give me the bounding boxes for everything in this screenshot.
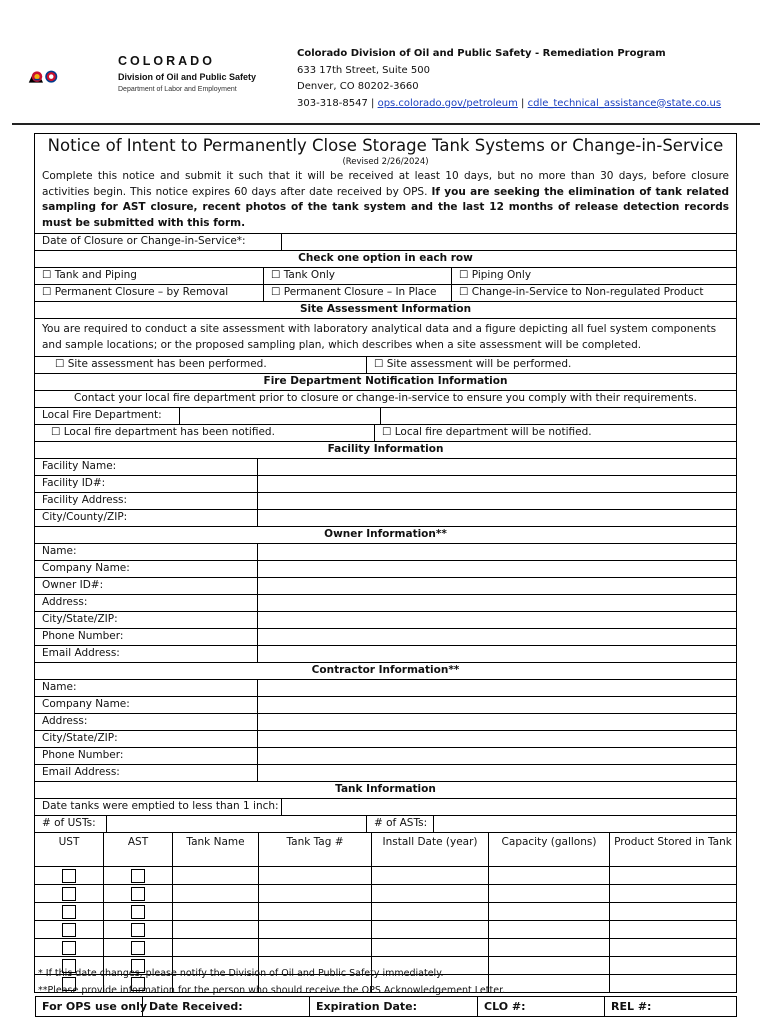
owner-field-input[interactable] bbox=[258, 629, 736, 645]
owner-field-label: Phone Number: bbox=[35, 629, 258, 645]
program-name: Colorado Division of Oil and Public Safety - Remediation Program bbox=[297, 48, 666, 59]
fire-dept-spacer bbox=[381, 408, 736, 424]
tank-cell-input[interactable] bbox=[259, 885, 372, 902]
owner-field-label: Owner ID#: bbox=[35, 578, 258, 594]
site-assessment-header: Site Assessment Information bbox=[35, 301, 736, 318]
closure-options-row bbox=[35, 284, 736, 301]
site-assessment-options bbox=[35, 356, 736, 373]
intro-text bbox=[35, 168, 736, 233]
ust-checkbox-cell bbox=[35, 867, 104, 884]
tank-cell-input[interactable] bbox=[610, 921, 736, 938]
contractor-field-input[interactable] bbox=[258, 731, 736, 747]
ust-count-field[interactable] bbox=[107, 816, 367, 832]
date-closure-label: Date of Closure or Change-in-Service*: bbox=[35, 234, 282, 250]
scope-options-row bbox=[35, 267, 736, 284]
tank-cell-input[interactable] bbox=[173, 921, 259, 938]
contractor-field-row bbox=[35, 713, 736, 730]
fire-header: Fire Department Notification Information bbox=[35, 373, 736, 390]
contractor-field-label: Company Name: bbox=[35, 697, 258, 713]
tank-cell-input[interactable] bbox=[489, 867, 610, 884]
ops-expiration-date[interactable]: Expiration Date: bbox=[310, 997, 478, 1016]
tank-cell-input[interactable] bbox=[259, 903, 372, 920]
ust-checkbox[interactable] bbox=[62, 923, 76, 937]
ast-checkbox[interactable] bbox=[131, 941, 145, 955]
notice-form bbox=[34, 133, 737, 993]
ops-date-received[interactable]: Date Received: bbox=[143, 997, 310, 1016]
owner-field-row bbox=[35, 577, 736, 594]
tank-row bbox=[35, 884, 736, 902]
facility-fields bbox=[35, 458, 736, 526]
colorado-logo-graphic bbox=[28, 52, 118, 102]
ops-use-label: For OPS use only bbox=[36, 997, 143, 1016]
tank-row bbox=[35, 902, 736, 920]
tank-cell-input[interactable] bbox=[372, 885, 489, 902]
header-divider bbox=[12, 123, 760, 125]
contractor-field-row bbox=[35, 679, 736, 696]
owner-field-input[interactable] bbox=[258, 544, 736, 560]
owner-field-row bbox=[35, 543, 736, 560]
owner-field-row bbox=[35, 645, 736, 662]
owner-field-label: City/State/ZIP: bbox=[35, 612, 258, 628]
contractor-field-label: Name: bbox=[35, 680, 258, 696]
tank-column-header: Product Stored in Tank bbox=[614, 836, 732, 848]
contractor-field-input[interactable] bbox=[258, 680, 736, 696]
owner-fields bbox=[35, 543, 736, 662]
owner-field-label: Company Name: bbox=[35, 561, 258, 577]
facility-field-row bbox=[35, 492, 736, 509]
ust-checkbox[interactable] bbox=[62, 941, 76, 955]
contractor-fields bbox=[35, 679, 736, 781]
option-piping-only[interactable]: ☐ Piping Only bbox=[459, 269, 532, 281]
fire-dept-label: Local Fire Department: bbox=[35, 408, 180, 424]
ops-clo-number[interactable]: CLO #: bbox=[478, 997, 605, 1016]
facility-field-input[interactable] bbox=[258, 476, 736, 492]
fire-dept-field[interactable] bbox=[180, 408, 381, 424]
ust-checkbox-cell bbox=[35, 921, 104, 938]
owner-field-row bbox=[35, 594, 736, 611]
site-assessment-text-row bbox=[35, 318, 736, 356]
contact-line bbox=[297, 96, 721, 113]
department-name: Department of Labor and Employment bbox=[118, 86, 237, 93]
ast-checkbox[interactable] bbox=[131, 923, 145, 937]
tank-emptied-field[interactable] bbox=[282, 799, 736, 815]
tank-cell-input[interactable] bbox=[173, 867, 259, 884]
contractor-field-input[interactable] bbox=[258, 697, 736, 713]
facility-field-row bbox=[35, 509, 736, 526]
ops-rel-number[interactable]: REL #: bbox=[611, 1000, 652, 1013]
fire-notified-option[interactable]: ☐ Local fire department has been notified. bbox=[35, 425, 375, 441]
facility-field-label: City/County/ZIP: bbox=[35, 510, 258, 526]
tank-column-header: UST bbox=[35, 833, 104, 866]
owner-field-input[interactable] bbox=[258, 646, 736, 662]
ast-checkbox-cell bbox=[104, 867, 173, 884]
contractor-field-input[interactable] bbox=[258, 748, 736, 764]
phone: 303-318-8547 | bbox=[297, 97, 375, 109]
form-title: Notice of Intent to Permanently Close Storage Tank Systems or Change-in-Service bbox=[47, 136, 724, 155]
footnotes bbox=[38, 965, 505, 999]
ast-checkbox-cell bbox=[104, 903, 173, 920]
facility-field-label: Facility ID#: bbox=[35, 476, 258, 492]
ast-checkbox[interactable] bbox=[131, 869, 145, 883]
contractor-field-row bbox=[35, 696, 736, 713]
tank-cell-input[interactable] bbox=[259, 867, 372, 884]
ast-checkbox-cell bbox=[104, 885, 173, 902]
tank-cell-input[interactable] bbox=[489, 903, 610, 920]
tank-cell-input[interactable] bbox=[610, 885, 736, 902]
tank-row bbox=[35, 920, 736, 938]
tank-cell-input[interactable] bbox=[610, 975, 736, 992]
owner-field-input[interactable] bbox=[258, 561, 736, 577]
tank-column-header: AST bbox=[104, 833, 173, 866]
facility-field-input[interactable] bbox=[258, 459, 736, 475]
ust-checkbox[interactable] bbox=[62, 887, 76, 901]
fire-will-option[interactable]: ☐ Local fire department will be notified. bbox=[382, 426, 592, 438]
tank-cell-input[interactable] bbox=[610, 957, 736, 974]
site-will-option[interactable]: ☐ Site assessment will be performed. bbox=[374, 358, 572, 370]
option-change-in-service[interactable]: ☐ Change-in-Service to Non-regulated Product bbox=[459, 286, 704, 298]
logo-text bbox=[118, 54, 256, 93]
tank-cell-input[interactable] bbox=[489, 939, 610, 956]
tank-emptied-label: Date tanks were emptied to less than 1 inch: bbox=[35, 799, 282, 815]
contractor-field-label: Phone Number: bbox=[35, 748, 258, 764]
email-link[interactable]: cdle_technical_assistance@state.co.us bbox=[527, 97, 722, 109]
option-removal[interactable]: ☐ Permanent Closure – by Removal bbox=[35, 285, 264, 301]
tank-table-header bbox=[35, 832, 736, 866]
owner-field-input[interactable] bbox=[258, 578, 736, 594]
option-tank-only[interactable]: ☐ Tank Only bbox=[264, 268, 452, 284]
owner-header: Owner Information** bbox=[35, 526, 736, 543]
facility-field-input[interactable] bbox=[258, 510, 736, 526]
facility-field-input[interactable] bbox=[258, 493, 736, 509]
division-name: Division of Oil and Public Safety bbox=[118, 72, 257, 82]
facility-field-label: Facility Name: bbox=[35, 459, 258, 475]
tank-count-row bbox=[35, 815, 736, 832]
option-in-place[interactable]: ☐ Permanent Closure – In Place bbox=[264, 285, 452, 301]
ust-checkbox[interactable] bbox=[62, 869, 76, 883]
option-tank-piping[interactable]: ☐ Tank and Piping bbox=[35, 268, 264, 284]
tank-cell-input[interactable] bbox=[259, 921, 372, 938]
fire-dept-row bbox=[35, 407, 736, 424]
tank-cell-input[interactable] bbox=[372, 903, 489, 920]
ast-count-label: # of ASTs: bbox=[367, 816, 434, 832]
facility-header: Facility Information bbox=[35, 441, 736, 458]
tank-cell-input[interactable] bbox=[259, 939, 372, 956]
address-line-1: 633 17th Street, Suite 500 bbox=[297, 64, 430, 76]
owner-field-input[interactable] bbox=[258, 612, 736, 628]
site-assessment-text: You are required to conduct a site assessment with laboratory analytical data and a figure depicting all fuel system components and sample locations; or the proposed sampling plan, which describes when a site assessment will be completed. bbox=[42, 323, 717, 351]
owner-field-row bbox=[35, 611, 736, 628]
site-performed-option[interactable]: ☐ Site assessment has been performed. bbox=[35, 357, 367, 373]
tank-cell-input[interactable] bbox=[173, 939, 259, 956]
tank-row bbox=[35, 866, 736, 884]
contractor-field-label: City/State/ZIP: bbox=[35, 731, 258, 747]
contractor-field-input[interactable] bbox=[258, 714, 736, 730]
tank-column-header: Install Date (year) bbox=[372, 833, 489, 866]
ust-count-label: # of USTs: bbox=[35, 816, 107, 832]
ops-use-box bbox=[35, 996, 737, 1017]
ast-count-field[interactable] bbox=[434, 816, 736, 832]
tank-column-header: Capacity (gallons) bbox=[489, 833, 610, 866]
petroleum-link[interactable]: ops.colorado.gov/petroleum bbox=[377, 97, 518, 109]
ast-checkbox[interactable] bbox=[131, 887, 145, 901]
tank-header: Tank Information bbox=[35, 781, 736, 798]
intro-plain: Complete this notice and submit it such that it will be received at least 10 days, but no more than 30 days, before closure activities begin. This notice expires 60 days after date received by OPS. bbox=[42, 170, 729, 198]
fire-options-row bbox=[35, 424, 736, 441]
tank-column-header: Tank Name bbox=[173, 833, 259, 866]
contractor-header: Contractor Information** bbox=[35, 662, 736, 679]
tank-cell-input[interactable] bbox=[489, 975, 610, 992]
ust-checkbox[interactable] bbox=[62, 905, 76, 919]
footnote-1: * If this date changes, please notify the Division of Oil and Public Safety immediately. bbox=[38, 968, 444, 979]
owner-field-label: Name: bbox=[35, 544, 258, 560]
tank-cell-input[interactable] bbox=[610, 867, 736, 884]
tank-cell-input[interactable] bbox=[489, 921, 610, 938]
contact-header bbox=[297, 46, 721, 112]
owner-field-input[interactable] bbox=[258, 595, 736, 611]
ust-checkbox-cell bbox=[35, 939, 104, 956]
owner-field-row bbox=[35, 628, 736, 645]
tank-emptied-row bbox=[35, 798, 736, 815]
revision-date: (Revised 2/26/2024) bbox=[342, 157, 429, 167]
org-name: COLORADO bbox=[118, 54, 215, 68]
tank-cell-input[interactable] bbox=[372, 867, 489, 884]
contractor-field-row bbox=[35, 730, 736, 747]
contractor-field-label: Email Address: bbox=[35, 765, 258, 781]
tank-cell-input[interactable] bbox=[173, 885, 259, 902]
ust-checkbox-cell bbox=[35, 885, 104, 902]
footnote-2: **Please provide information for the person who should receive the OPS Acknowledgement Letter. bbox=[38, 985, 506, 996]
tank-cell-input[interactable] bbox=[489, 957, 610, 974]
link-separator: | bbox=[521, 97, 525, 109]
ast-checkbox-cell bbox=[104, 939, 173, 956]
contractor-field-input[interactable] bbox=[258, 765, 736, 781]
tank-cell-input[interactable] bbox=[610, 939, 736, 956]
ust-checkbox-cell bbox=[35, 903, 104, 920]
tank-cell-input[interactable] bbox=[372, 939, 489, 956]
address-line-2: Denver, CO 80202-3660 bbox=[297, 81, 419, 92]
tank-cell-input[interactable] bbox=[173, 903, 259, 920]
date-closure-row bbox=[35, 233, 736, 250]
ast-checkbox[interactable] bbox=[131, 905, 145, 919]
facility-field-label: Facility Address: bbox=[35, 493, 258, 509]
facility-field-row bbox=[35, 475, 736, 492]
owner-field-label: Email Address: bbox=[35, 646, 258, 662]
contractor-field-row bbox=[35, 764, 736, 781]
date-closure-field[interactable] bbox=[282, 234, 736, 250]
owner-field-row bbox=[35, 560, 736, 577]
contractor-field-label: Address: bbox=[35, 714, 258, 730]
fire-text: Contact your local fire department prior to closure or change-in-service to ensure you comply with their requirements. bbox=[35, 390, 736, 407]
tank-cell-input[interactable] bbox=[372, 921, 489, 938]
contractor-field-row bbox=[35, 747, 736, 764]
tank-column-header: Tank Tag # bbox=[259, 833, 372, 866]
tank-row bbox=[35, 938, 736, 956]
tank-cell-input[interactable] bbox=[489, 885, 610, 902]
facility-field-row bbox=[35, 458, 736, 475]
ast-checkbox-cell bbox=[104, 921, 173, 938]
intro-bold: If you are seeking the elimination of tank related sampling for AST closure, recent photos of the tank system and the last 12 months of release detection records must be submitted with this form. bbox=[42, 185, 730, 229]
tank-cell-input[interactable] bbox=[610, 903, 736, 920]
check-header: Check one option in each row bbox=[35, 250, 736, 267]
owner-field-label: Address: bbox=[35, 595, 258, 611]
